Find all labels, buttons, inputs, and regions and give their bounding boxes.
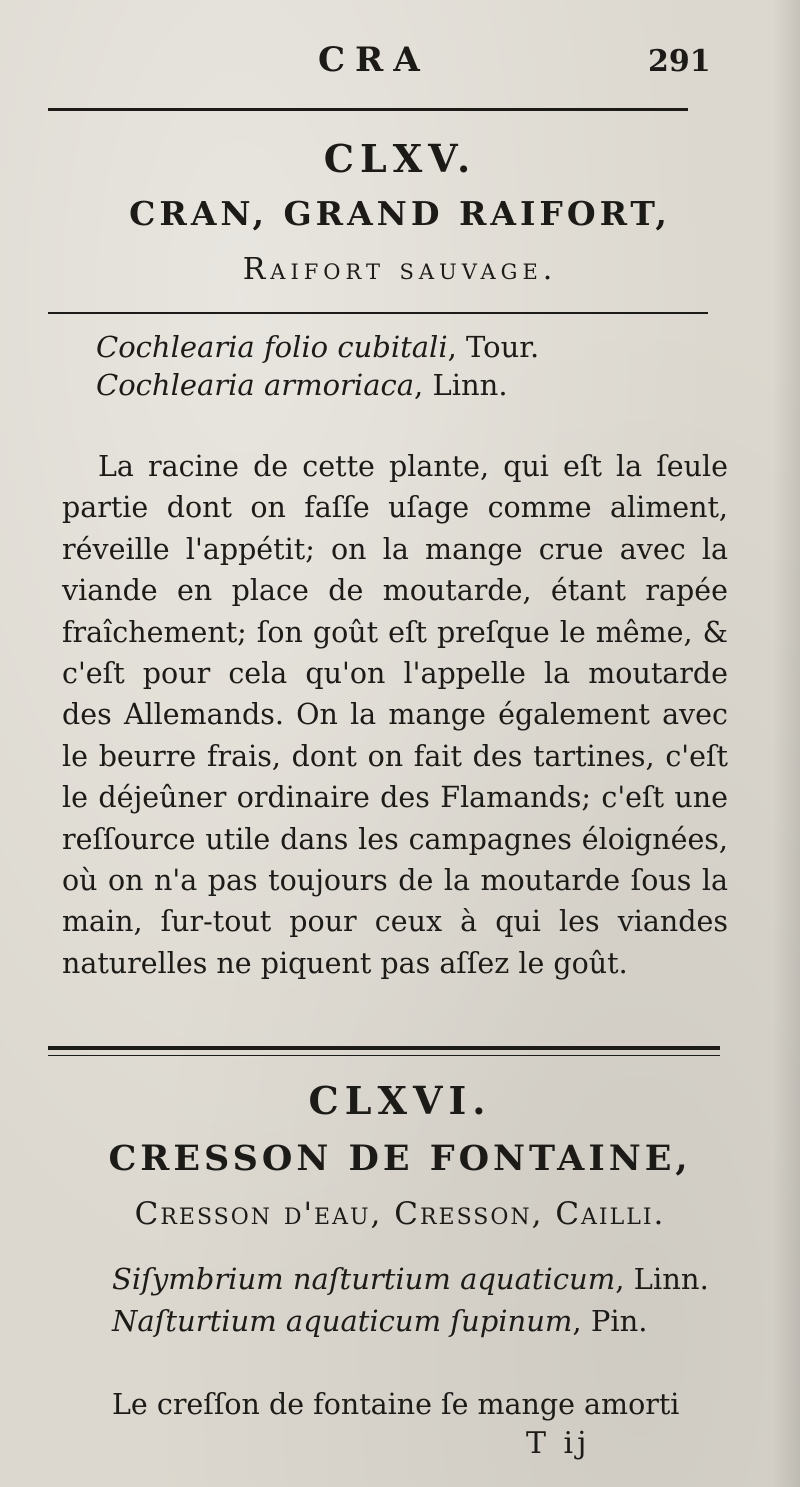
entry-separator-rule [48, 1046, 720, 1050]
synonym-line [112, 1304, 648, 1338]
synonym-latin: Siſymbrium naſturtium aquaticum [112, 1262, 616, 1296]
entry-paragraph: Le creſſon de fontaine ſe mange amorti [112, 1388, 680, 1421]
synonym-line [112, 1262, 709, 1296]
page-number: 291 [648, 44, 711, 79]
synonym-latin: Naſturtium aquaticum ſupinum [112, 1304, 573, 1338]
entry-paragraph: La racine de cette plante, qui eſt la ſeule partie dont on faſſe uſage comme aliment, réveille l'appétit; on la mange crue avec la viande en place de moutarde, étant rapée fraîchement; ſon goût eſt preſque le même, & c'eſt pour cela qu'on l'appelle la moutarde des Allemands. On la mange également avec le beurre frais, dont on fait des tartines, c'eſt le déjeûner ordinaire des Flamands; c'eſt une reſſource utile dans les campagnes éloignées, où on n'a pas toujours de la moutarde ſous la main, ſur-tout pour ceux à qui les viandes naturelles ne piquent pas aſſez le goût. [62, 450, 728, 980]
entry-title: CRESSON DE FONTAINE, [108, 1138, 692, 1179]
synonym-latin: Cochlearia armoriaca [96, 368, 415, 402]
entry-numeral: CLXVI. [308, 1078, 492, 1123]
synonym-line [96, 368, 508, 402]
synonym-line [96, 330, 539, 364]
entry-title: CRAN, GRAND RAIFORT, [129, 194, 671, 233]
synonym-authority: , Tour. [447, 330, 540, 364]
header-rule [48, 108, 688, 111]
running-head: CRA [318, 40, 430, 80]
synonym-authority: , Linn. [615, 1262, 709, 1296]
synonym-latin: Cochlearia folio cubitali [96, 330, 448, 364]
section-rule [48, 312, 708, 314]
catchword: T ij [526, 1426, 591, 1461]
entry-subtitle: Raifort sauvage. [242, 252, 558, 287]
entry-numeral: CLXV. [323, 136, 477, 181]
synonym-authority: , Linn. [414, 368, 508, 402]
entry-subtitle: Cresson d'eau, Cresson, Cailli. [134, 1196, 666, 1232]
synonym-authority: , Pin. [572, 1304, 648, 1338]
